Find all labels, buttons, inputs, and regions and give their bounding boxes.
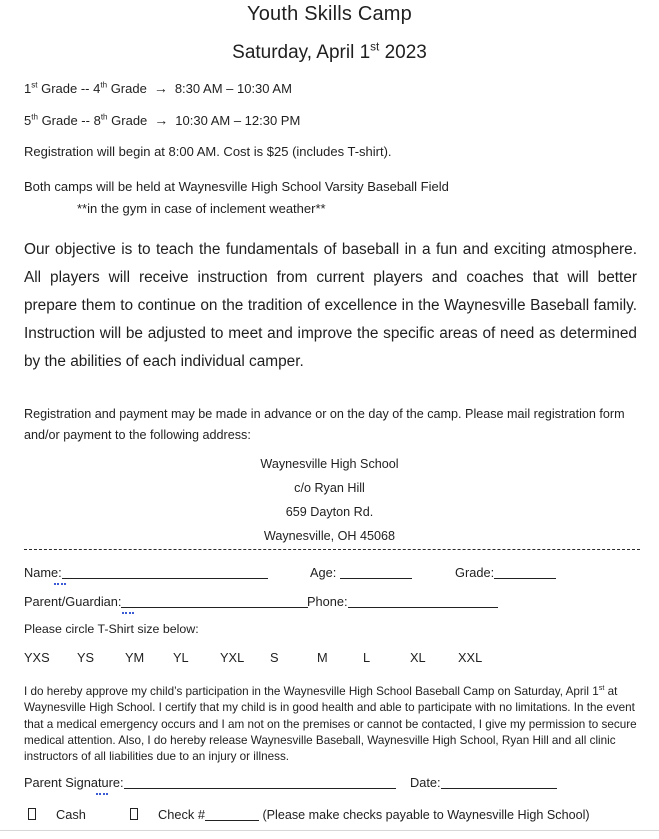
location-line: Both camps will be held at Waynesville High School Varsity Baseball Field bbox=[24, 179, 449, 194]
signature-label: Parent Signature: bbox=[24, 775, 124, 790]
objective-paragraph: Our objective is to teach the fundamentals of baseball in a fun and exciting atmosphere. All players will receive instruction from current players and coaches that will better prepare them to continue on the tradition of excellence in the Waynesville Baseball family. Instruction will be adjusted to meet and improve the specific areas of need as determined by the abilities of each individual camper. bbox=[24, 241, 637, 370]
parent-label: Parent/Guardian: bbox=[24, 594, 122, 609]
waiver-text: at Waynesville High School. I certify that my child is in good health and able to participate with no limitations. In the event that a medical emergency occurs and I am not on the premises or cannot be contacted, I give my permission to secure medical attention. Also, I do hereby release Waynesville Baseball, Waynesville High School, Ryan Hill and all clinic instructors of all liabilities due to an injury or illness. bbox=[24, 685, 637, 764]
date-ordinal: st bbox=[370, 40, 380, 54]
age-field bbox=[310, 565, 412, 580]
check-field bbox=[158, 807, 590, 822]
parent-phone-row bbox=[24, 594, 640, 616]
signature-field bbox=[24, 775, 396, 790]
cash-option bbox=[28, 807, 36, 822]
spellcheck-squiggle bbox=[54, 582, 66, 585]
size-option-ys: YS bbox=[77, 650, 95, 665]
address-line-street: 659 Dayton Rd. bbox=[285, 505, 374, 519]
check-number-label: Check # bbox=[158, 807, 205, 822]
cash-label: Cash bbox=[56, 807, 86, 822]
name-field bbox=[24, 565, 268, 580]
registration-cost-line: Registration will begin at 8:00 AM. Cost is $25 (includes T-shirt). bbox=[24, 144, 392, 159]
name-input-blank[interactable] bbox=[62, 565, 268, 579]
window-bottom-border bbox=[0, 830, 659, 831]
signature-date-row bbox=[24, 775, 640, 797]
arrow-right-icon: → bbox=[154, 112, 169, 128]
check-number-blank[interactable] bbox=[205, 807, 259, 821]
size-option-l: L bbox=[363, 650, 371, 665]
tshirt-size-options bbox=[24, 650, 640, 668]
grade-start: 5 bbox=[24, 113, 32, 128]
parent-field bbox=[24, 594, 308, 609]
grade-word: Grade bbox=[107, 81, 147, 96]
phone-label: Phone: bbox=[307, 594, 348, 609]
date-year: 2023 bbox=[379, 42, 427, 63]
cash-checkbox[interactable] bbox=[28, 808, 36, 820]
spellcheck-squiggle bbox=[122, 611, 134, 614]
grade-start: 1 bbox=[24, 81, 32, 96]
phone-input-blank[interactable] bbox=[348, 594, 498, 608]
schedule-line-grades-1-4 bbox=[24, 80, 292, 96]
grade-input-blank[interactable] bbox=[494, 565, 556, 579]
check-option bbox=[130, 807, 138, 822]
tear-off-divider bbox=[24, 549, 640, 550]
size-option-m: M bbox=[317, 650, 328, 665]
ordinal: st bbox=[598, 683, 605, 693]
mailing-address-block bbox=[0, 452, 659, 548]
address-line-care-of: c/o Ryan Hill bbox=[294, 481, 365, 495]
ordinal: th bbox=[31, 112, 38, 122]
grade-range: Grade -- 4 bbox=[37, 81, 101, 96]
size-option-xl: XL bbox=[410, 650, 426, 665]
name-label: Name: bbox=[24, 565, 62, 580]
grade-word: Grade bbox=[107, 113, 148, 128]
ordinal: th bbox=[100, 80, 108, 90]
age-input-blank[interactable] bbox=[340, 565, 412, 579]
address-line-city: Waynesville, OH 45068 bbox=[263, 529, 396, 543]
size-option-yxs: YXS bbox=[24, 650, 50, 665]
ordinal: th bbox=[100, 112, 108, 122]
arrow-right-icon: → bbox=[153, 80, 168, 96]
date-text: Saturday, April 1 bbox=[232, 42, 371, 63]
age-label: Age: bbox=[310, 565, 340, 580]
date-input-blank[interactable] bbox=[441, 775, 557, 789]
name-age-grade-row bbox=[24, 565, 640, 587]
parent-input-blank[interactable] bbox=[121, 594, 308, 608]
ordinal: st bbox=[31, 80, 38, 90]
grade-field bbox=[455, 565, 556, 580]
spellcheck-squiggle bbox=[96, 792, 108, 795]
size-option-xxl: XXL bbox=[458, 650, 483, 665]
size-option-yl: YL bbox=[173, 650, 189, 665]
signature-input-blank[interactable] bbox=[124, 775, 396, 789]
payment-method-row bbox=[24, 807, 640, 829]
waiver-paragraph bbox=[24, 684, 650, 765]
date-field bbox=[410, 775, 557, 790]
waiver-text: I do hereby approve my child’s participation in the Waynesville High School Baseball Camp on Saturday, April 1 bbox=[24, 685, 599, 698]
size-option-s: S bbox=[270, 650, 279, 665]
mailing-instructions: Registration and payment may be made in advance or on the day of the camp. Please mail registration form and/or payment to the following address: bbox=[24, 407, 625, 442]
weather-note: **in the gym in case of inclement weather** bbox=[77, 201, 326, 216]
event-date bbox=[0, 42, 659, 64]
check-checkbox[interactable] bbox=[130, 808, 138, 820]
schedule-line-grades-5-8 bbox=[24, 112, 300, 128]
address-line-school: Waynesville High School bbox=[260, 457, 399, 471]
tshirt-size-prompt: Please circle T-Shirt size below: bbox=[24, 622, 199, 636]
page-title: Youth Skills Camp bbox=[247, 3, 412, 25]
location-block bbox=[24, 176, 449, 220]
size-option-ym: YM bbox=[125, 650, 145, 665]
session-time: 8:30 AM – 10:30 AM bbox=[174, 81, 292, 96]
phone-field bbox=[307, 594, 498, 609]
date-label: Date: bbox=[410, 775, 441, 790]
check-payable-note: (Please make checks payable to Waynesville High School) bbox=[258, 808, 590, 822]
size-option-yxl: YXL bbox=[220, 650, 245, 665]
session-time: 10:30 AM – 12:30 PM bbox=[175, 113, 301, 128]
grade-range: Grade -- 8 bbox=[37, 113, 101, 128]
grade-label: Grade: bbox=[455, 565, 495, 580]
